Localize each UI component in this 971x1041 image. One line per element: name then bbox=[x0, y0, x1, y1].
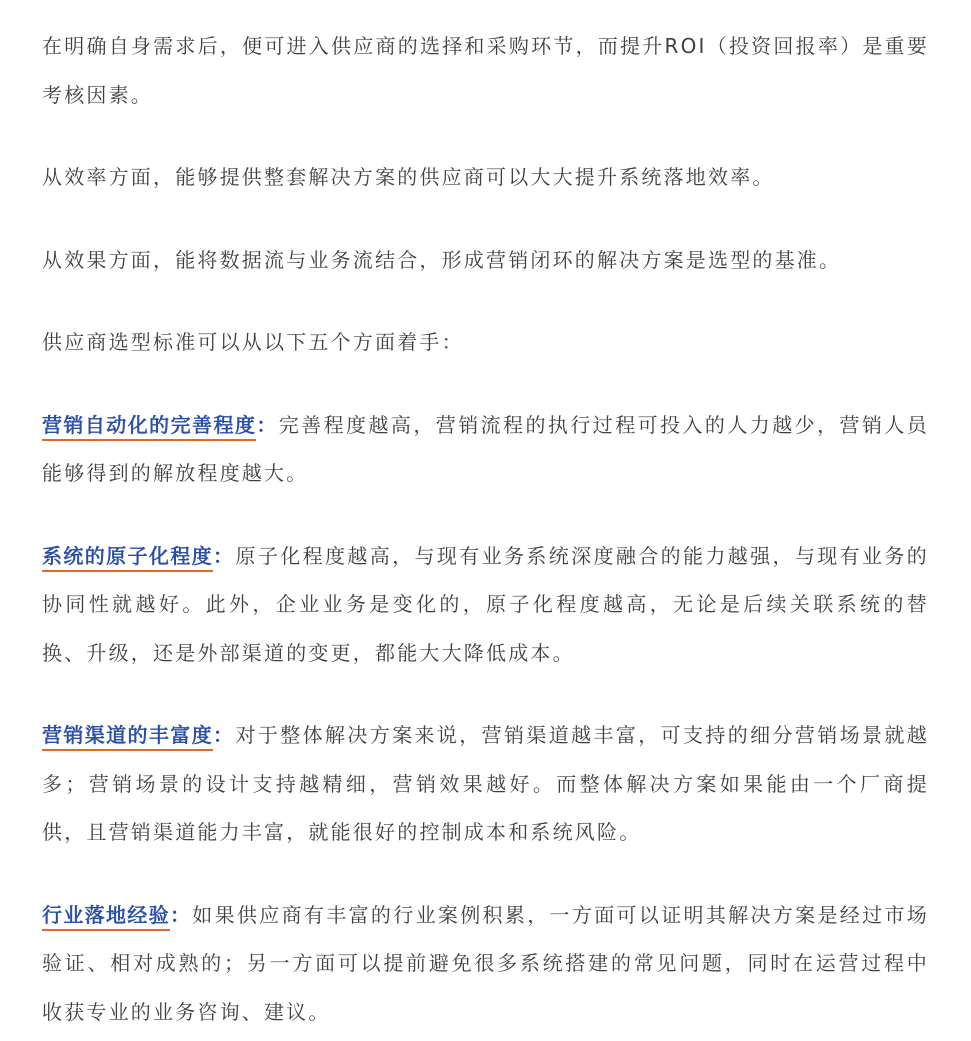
criterion-title: 系统的原子化程度 bbox=[42, 544, 213, 572]
criterion-channels bbox=[42, 711, 929, 857]
intro-paragraph: 在明确自身需求后，便可进入供应商的选择和采购环节，而提升ROI（投资回报率）是重要考核因素。 bbox=[42, 34, 929, 107]
criterion-atomization bbox=[42, 532, 929, 678]
criterion-text: 完善程度越高，营销流程的执行过程可投入的人力越少，营销人员能够得到的解放程度越大。 bbox=[42, 412, 929, 485]
criterion-title: 营销渠道的丰富度 bbox=[42, 723, 213, 751]
paragraph-spacer bbox=[42, 367, 929, 401]
criterion-text: 如果供应商有丰富的行业案例积累，一方面可以证明其解决方案是经过市场验证、相对成熟的；另一方面可以提前避免很多系统搭建的常见问题，同时在运营过程中收获专业的业务咨询、建议。 bbox=[42, 902, 929, 1024]
criterion-text: 原子化程度越高，与现有业务系统深度融合的能力越强，与现有业务的协同性就越好。此外，企业业务是变化的，原子化程度越高，无论是后续关联系统的替换、升级，还是外部渠道的变更，都能大大降低成本。 bbox=[42, 543, 930, 665]
paragraph-spacer bbox=[42, 284, 929, 318]
criterion-colon: ： bbox=[169, 902, 193, 927]
criterion-industry-experience bbox=[42, 891, 929, 1037]
criterion-text: 对于整体解决方案来说，营销渠道越丰富，可支持的细分营销场景就越多；营销场景的设计支持越精细，营销效果越好。而整体解决方案如果能由一个厂商提供，且营销渠道能力丰富，就能很好的控制成本和系统风险。 bbox=[42, 723, 930, 844]
criterion-title: 行业落地经验 bbox=[42, 903, 170, 931]
criterion-colon: ： bbox=[213, 543, 236, 568]
criterion-colon: ： bbox=[213, 723, 236, 747]
paragraph-spacer bbox=[42, 498, 929, 532]
efficiency-paragraph: 从效率方面，能够提供整套解决方案的供应商可以大大提升系统落地效率。 bbox=[42, 165, 775, 189]
effect-paragraph: 从效果方面，能将数据流与业务流结合，形成营销闭环的解决方案是选型的基准。 bbox=[42, 247, 842, 272]
paragraph-spacer bbox=[42, 202, 929, 236]
paragraph-spacer bbox=[42, 857, 929, 891]
criteria-intro-paragraph: 供应商选型标准可以从以下五个方面着手： bbox=[42, 330, 464, 354]
criterion-title: 营销自动化的完善程度 bbox=[42, 413, 256, 441]
paragraph-spacer bbox=[42, 119, 929, 153]
criterion-automation bbox=[42, 401, 929, 498]
criterion-colon: ： bbox=[256, 412, 279, 437]
paragraph-spacer bbox=[42, 677, 929, 711]
